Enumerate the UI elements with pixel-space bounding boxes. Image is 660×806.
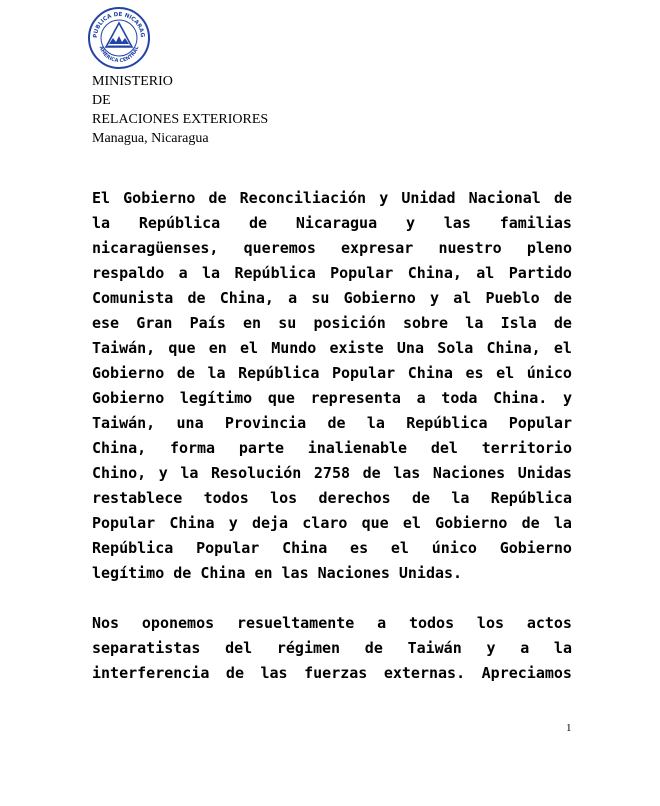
text-line: El Gobierno de Reconciliación y Unidad Nacional de (92, 189, 572, 207)
text-line: Taiwán, que en el Mundo existe Una Sola China, el (92, 339, 572, 357)
text-line: Taiwán, una Provincia de la República Popular (92, 414, 572, 432)
text-line: Popular China y deja claro que el Gobierno de la (92, 514, 572, 532)
paragraph-1 (92, 186, 572, 586)
letterhead-foreign-affairs: RELACIONES EXTERIORES (92, 112, 269, 127)
letterhead-ministry: MINISTERIO (92, 74, 173, 89)
document-body (92, 186, 572, 686)
letterhead-of: DE (92, 93, 111, 108)
text-line: nicaragüenses, queremos expresar nuestro pleno (92, 239, 572, 257)
national-seal (87, 6, 151, 70)
text-line: Nos oponemos resueltamente a todos los actos (92, 614, 572, 632)
page-number: 1 (566, 722, 572, 734)
text-line: Gobierno legítimo que representa a toda China. y (92, 389, 572, 407)
text-line: restablece todos los derechos de la República (92, 489, 572, 507)
text-line: ese Gran País en su posición sobre la Isla de (92, 314, 572, 332)
text-line: China, forma parte inalienable del territorio (92, 439, 572, 457)
text-line: respaldo a la República Popular China, al Partido (92, 264, 572, 282)
text-line: Gobierno de la República Popular China es el único (92, 364, 572, 382)
text-line: República Popular China es el único Gobierno (92, 539, 572, 557)
text-line: Chino, y la Resolución 2758 de las Naciones Unidas (92, 464, 572, 482)
text-line: la República de Nicaragua y las familias (92, 214, 572, 232)
text-line: separatistas del régimen de Taiwán y a la (92, 639, 572, 657)
letterhead (92, 72, 268, 148)
seal-ring-text-top: PUBLICA DE NICARAG (92, 11, 146, 39)
paragraph-2 (92, 611, 572, 686)
text-line: Comunista de China, a su Gobierno y al Pueblo de (92, 289, 572, 307)
seal-ring-text-bottom: AMERICA CENTRAL (97, 45, 141, 65)
text-line: interferencia de las fuerzas externas. Apreciamos (92, 664, 572, 682)
text-line: legítimo de China en las Naciones Unidas. (92, 564, 463, 582)
seal-emblem-icon (87, 6, 151, 70)
letterhead-location: Managua, Nicaragua (92, 131, 209, 146)
